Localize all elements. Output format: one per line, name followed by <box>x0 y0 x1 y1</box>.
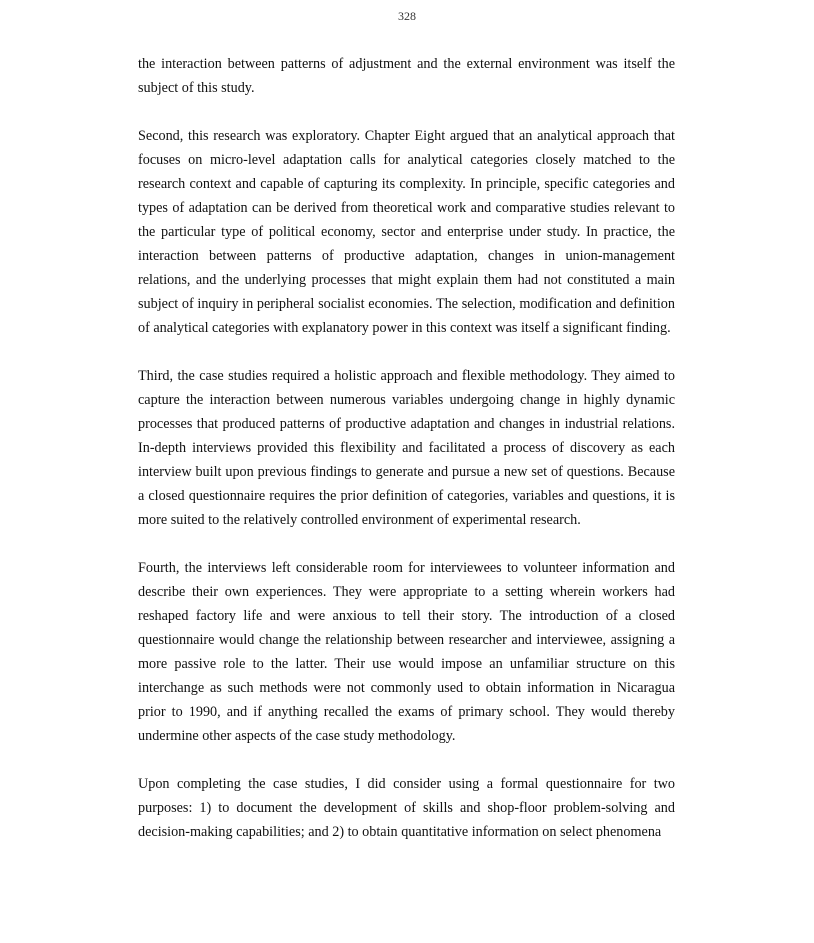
paragraph-second-point: Second, this research was exploratory. Chapter Eight argued that an analytical approach that focuses on micro-level adaptation calls for analytical categories closely matched to the research context and capable of capturing its complexity. In principle, specific categories and types of adaptation can be derived from theoretical work and comparative studies relevant to the particular type of political economy, sector and enterprise under study. In practice, the interaction between patterns of productive adaptation, changes in union-management relations, and the underlying processes that might explain them had not constituted a main subject of inquiry in peripheral socialist economies. The selection, modification and definition of analytical categories with explanatory power in this context was itself a significant finding. <box>138 128 675 336</box>
paragraph-continuation: the interaction between patterns of adjustment and the external environment was itself the subject of this study. <box>138 56 675 96</box>
page-number: 328 <box>398 9 416 23</box>
paragraph-third-point: Third, the case studies required a holistic approach and flexible methodology. They aimed to capture the interaction between numerous variables undergoing change in highly dynamic processes that produced patterns of productive adaptation and changes in industrial relations. In-depth interviews provided this flexibility and facilitated a process of discovery as each interview built upon previous findings to generate and pursue a new set of questions. Because a closed questionnaire requires the prior definition of categories, variables and questions, it is more suited to the relatively controlled environment of experimental research. <box>138 368 675 528</box>
paragraph-fourth-point: Fourth, the interviews left considerable room for interviewees to volunteer information and describe their own experiences. They were appropriate to a setting wherein workers had reshaped factory life and were anxious to tell their story. The introduction of a closed questionnaire would change the relationship between researcher and interviewee, assigning a more passive role to the latter. Their use would impose an unfamiliar structure on this interchange as such methods were not commonly used to obtain information in Nicaragua prior to 1990, and if anything recalled the exams of primary school. They would thereby undermine other aspects of the case study methodology. <box>138 560 675 744</box>
paragraph-questionnaire: Upon completing the case studies, I did consider using a formal questionnaire for two purposes: 1) to document the development of skills and shop-floor problem-solving and decision-making capabilities; and 2) to obtain quantitative information on select phenomena <box>138 776 675 840</box>
document-body <box>138 52 675 868</box>
